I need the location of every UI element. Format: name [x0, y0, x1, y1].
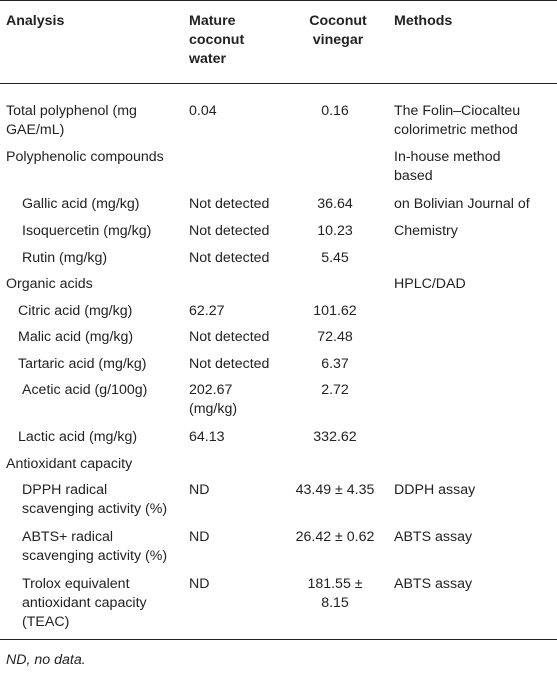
cell-analysis	[6, 275, 93, 294]
cell-mature-coconut-water	[189, 428, 225, 447]
header-water-line-3: water	[189, 51, 227, 67]
cell-analysis	[22, 481, 167, 519]
header-vinegar-line-1: Coconut	[309, 13, 367, 29]
cell-coconut-vinegar	[280, 222, 390, 241]
cell-analysis	[22, 381, 147, 400]
header-coconut-vinegar	[296, 12, 380, 50]
header-bottom-rule	[0, 83, 557, 84]
header-mature-coconut-water	[189, 12, 244, 69]
cell-coconut-vinegar-line: 72.48	[317, 329, 353, 345]
header-water-line-1: Mature	[189, 13, 236, 29]
cell-methods-line: colorimetric method	[394, 122, 518, 138]
cell-coconut-vinegar-line: 36.64	[317, 196, 353, 212]
cell-methods	[394, 481, 475, 500]
cell-methods-line: The Folin–Ciocalteu	[394, 103, 521, 119]
cell-coconut-vinegar	[280, 481, 390, 500]
cell-analysis-line: Citric acid (mg/kg)	[18, 303, 133, 319]
cell-analysis-line: DPPH radical	[22, 482, 108, 498]
cell-analysis-line: ABTS+ radical	[22, 529, 114, 545]
cell-mature-coconut-water	[189, 481, 210, 500]
cell-mature-coconut-water	[189, 328, 269, 347]
table-top-rule	[0, 0, 557, 1]
cell-coconut-vinegar-line: 6.37	[321, 356, 349, 372]
cell-analysis-line: Polyphenolic compounds	[6, 149, 164, 165]
cell-methods-line: on Bolivian Journal of	[394, 196, 530, 212]
cell-mature-coconut-water	[189, 528, 210, 547]
cell-mature-coconut-water-line: Not detected	[189, 196, 270, 212]
table-footnote: ND, no data.	[6, 652, 86, 668]
cell-coconut-vinegar-line: 101.62	[313, 303, 357, 319]
cell-methods-line: ABTS assay	[394, 576, 473, 592]
cell-analysis	[18, 355, 147, 374]
cell-mature-coconut-water-line: 0.04	[189, 103, 217, 119]
cell-analysis-line: Rutin (mg/kg)	[22, 250, 108, 266]
cell-methods	[394, 275, 466, 294]
cell-coconut-vinegar	[280, 102, 390, 121]
cell-coconut-vinegar	[280, 195, 390, 214]
cell-analysis	[6, 102, 137, 140]
cell-analysis-line: Total polyphenol (mg	[6, 103, 137, 119]
cell-mature-coconut-water-line: Not detected	[189, 223, 270, 239]
cell-methods	[394, 222, 458, 241]
cell-methods-line: ABTS assay	[394, 529, 473, 545]
cell-analysis-line: Gallic acid (mg/kg)	[22, 196, 140, 212]
cell-analysis	[22, 222, 151, 241]
cell-coconut-vinegar-line: 8.15	[321, 595, 349, 611]
cell-coconut-vinegar-line: 2.72	[321, 382, 349, 398]
cell-analysis-line: (TEAC)	[22, 614, 70, 630]
cell-analysis	[22, 249, 107, 268]
cell-analysis-line: GAE/mL)	[6, 122, 65, 138]
cell-coconut-vinegar-line: 0.16	[321, 103, 349, 119]
cell-mature-coconut-water-line: Not detected	[189, 250, 270, 266]
cell-mature-coconut-water	[189, 102, 217, 121]
cell-coconut-vinegar-line: 26.42 ± 0.62	[295, 529, 375, 545]
cell-mature-coconut-water-line: 64.13	[189, 429, 225, 445]
cell-methods	[394, 102, 520, 140]
cell-methods-line: DDPH assay	[394, 482, 476, 498]
cell-mature-coconut-water-line: 62.27	[189, 303, 225, 319]
cell-mature-coconut-water	[189, 249, 269, 268]
cell-analysis-line: Acetic acid (g/100g)	[22, 382, 148, 398]
cell-analysis	[6, 148, 164, 167]
cell-coconut-vinegar	[280, 381, 390, 400]
cell-methods	[394, 195, 530, 214]
cell-methods-line: In-house method	[394, 149, 501, 165]
cell-methods	[394, 148, 500, 186]
cell-analysis-line: Trolox equivalent	[22, 576, 130, 592]
cell-coconut-vinegar-line: 5.45	[321, 250, 349, 266]
cell-mature-coconut-water-line: 202.67	[189, 382, 233, 398]
table-bottom-rule	[0, 639, 557, 640]
cell-analysis	[18, 328, 133, 347]
cell-coconut-vinegar	[280, 575, 390, 613]
cell-mature-coconut-water-line: Not detected	[189, 329, 270, 345]
cell-methods	[394, 575, 472, 594]
cell-coconut-vinegar-line: 181.55 ±	[307, 576, 363, 592]
header-vinegar-line-2: vinegar	[312, 32, 364, 48]
cell-coconut-vinegar	[280, 428, 390, 447]
cell-analysis-line: Lactic acid (mg/kg)	[18, 429, 138, 445]
cell-analysis-line: Malic acid (mg/kg)	[18, 329, 134, 345]
cell-coconut-vinegar	[280, 249, 390, 268]
cell-coconut-vinegar	[280, 302, 390, 321]
cell-analysis-line: scavenging activity (%)	[22, 548, 168, 564]
cell-analysis	[22, 195, 139, 214]
cell-mature-coconut-water	[189, 222, 269, 241]
cell-methods	[394, 528, 472, 547]
header-methods: Methods	[394, 13, 453, 29]
cell-coconut-vinegar-line: 43.49 ± 4.35	[295, 482, 375, 498]
cell-mature-coconut-water-line: ND	[189, 529, 210, 545]
cell-coconut-vinegar-line: 10.23	[317, 223, 353, 239]
header-analysis: Analysis	[6, 13, 65, 29]
cell-analysis	[6, 455, 132, 474]
cell-coconut-vinegar	[280, 328, 390, 347]
cell-mature-coconut-water	[189, 195, 269, 214]
cell-coconut-vinegar	[280, 528, 390, 547]
cell-analysis	[22, 528, 167, 566]
cell-mature-coconut-water	[189, 302, 225, 321]
cell-mature-coconut-water	[189, 381, 237, 419]
cell-methods-line: based	[394, 168, 433, 184]
cell-mature-coconut-water-line: (mg/kg)	[189, 401, 238, 417]
cell-analysis-line: Organic acids	[6, 276, 93, 292]
cell-analysis-line: antioxidant capacity	[22, 595, 147, 611]
cell-mature-coconut-water	[189, 355, 269, 374]
cell-mature-coconut-water-line: ND	[189, 482, 210, 498]
cell-methods-line: Chemistry	[394, 223, 458, 239]
cell-analysis-line: Antioxidant capacity	[6, 456, 133, 472]
cell-analysis-line: Tartaric acid (mg/kg)	[18, 356, 147, 372]
cell-analysis	[18, 302, 132, 321]
cell-analysis-line: Isoquercetin (mg/kg)	[22, 223, 152, 239]
cell-analysis-line: scavenging activity (%)	[22, 501, 168, 517]
cell-mature-coconut-water-line: ND	[189, 576, 210, 592]
cell-methods-line: HPLC/DAD	[394, 276, 466, 292]
cell-mature-coconut-water	[189, 575, 210, 594]
cell-analysis	[22, 575, 147, 632]
cell-coconut-vinegar	[280, 355, 390, 374]
cell-mature-coconut-water-line: Not detected	[189, 356, 270, 372]
header-water-line-2: coconut	[189, 32, 245, 48]
cell-analysis	[18, 428, 137, 447]
cell-coconut-vinegar-line: 332.62	[313, 429, 357, 445]
